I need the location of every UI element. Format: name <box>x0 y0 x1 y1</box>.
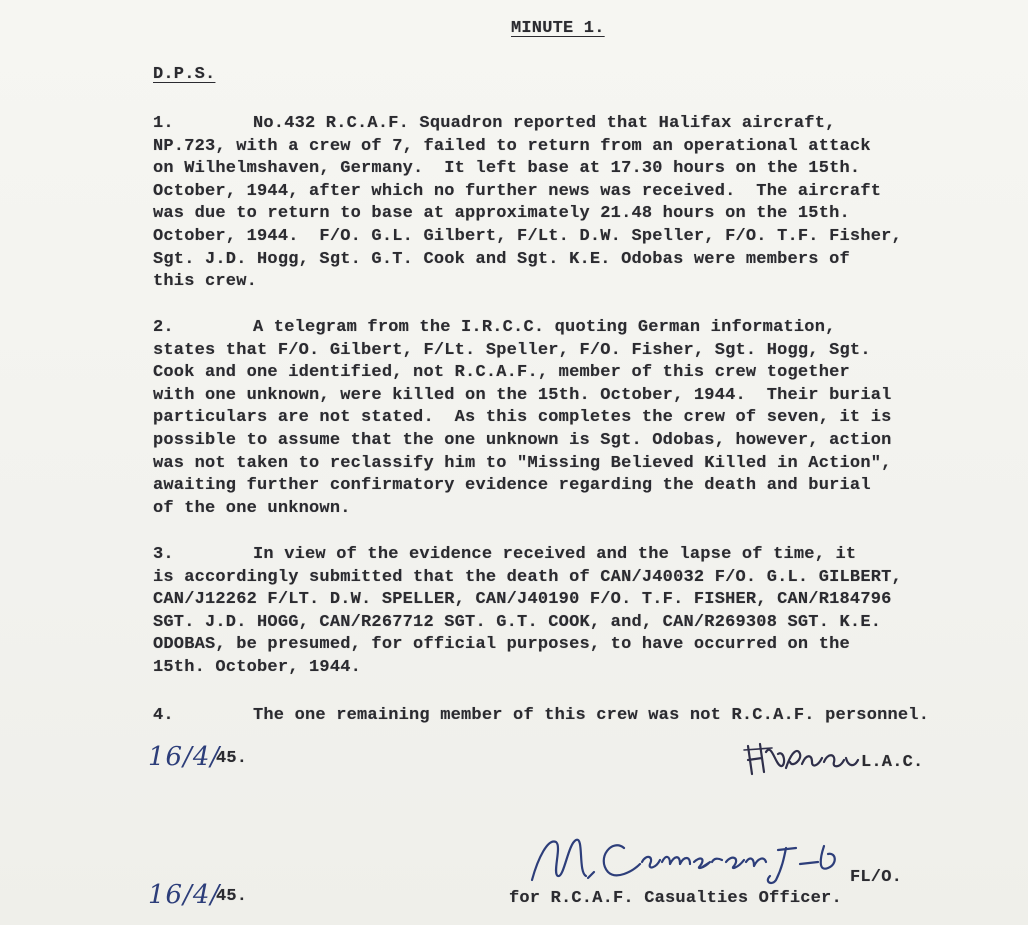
paragraph-2-line: was not taken to reclassify him to "Missing Believed Killed in Action", <box>153 453 892 473</box>
addressee: D.P.S. <box>153 65 216 84</box>
paragraph-2-line: awaiting further confirmatory evidence regarding the death and burial <box>153 476 871 496</box>
paragraph-3-line: is accordingly submitted that the death of CAN/J40032 F/O. G.L. GILBERT, <box>153 567 902 587</box>
minute-heading: MINUTE 1. <box>511 19 605 38</box>
rank-lac: L.A.C. <box>861 753 924 772</box>
paragraph-1-line: was due to return to base at approximately 21.48 hours on the 15th. <box>153 204 850 224</box>
rank-flo: FL/O. <box>850 868 903 887</box>
paragraph-1-number: 1. <box>153 114 174 133</box>
paragraph-1-line: October, 1944, after which no further news was received. The aircraft <box>153 181 882 201</box>
paragraph-3-line: 15th. October, 1944. <box>153 658 362 677</box>
paragraph-2-line: possible to assume that the one unknown is Sgt. Odobas, however, action <box>153 431 892 450</box>
paragraph-1-line: on Wilhelmshaven, Germany. It left base at 17.30 hours on the 15th. <box>153 159 861 179</box>
paragraph-3-line: In view of the evidence received and the lapse of time, it <box>253 545 857 564</box>
paragraph-3-line: CAN/J12262 F/LT. D.W. SPELLER, CAN/J40190 F/O. T.F. FISHER, CAN/R184796 <box>153 590 892 610</box>
paragraph-2-line: A telegram from the I.R.C.C. quoting German information, <box>253 318 836 337</box>
paragraph-2-line: particulars are not stated. As this completes the crew of seven, it is <box>153 408 892 428</box>
typed-year-1: 45. <box>216 749 248 768</box>
signature-lac <box>742 738 862 782</box>
handwritten-date-2: 16/4/ <box>148 880 221 910</box>
paragraph-3-line: SGT. J.D. HOGG, CAN/R267712 SGT. G.T. COOK, and, CAN/R269308 SGT. K.E. <box>153 612 882 632</box>
paragraph-2-number: 2. <box>153 318 174 337</box>
paragraph-1-line: No.432 R.C.A.F. Squadron reported that Halifax aircraft, <box>253 114 836 133</box>
typed-year-2: 45. <box>216 887 248 906</box>
paragraph-1-line: Sgt. J.D. Hogg, Sgt. G.T. Cook and Sgt. K.E. Odobas were members of <box>153 249 850 269</box>
casualties-officer-title: for R.C.A.F. Casualties Officer. <box>509 889 842 908</box>
paragraph-3-line: ODOBAS, be presumed, for official purposes, to have occurred on the <box>153 635 850 655</box>
paragraph-2-line: of the one unknown. <box>153 498 351 518</box>
paragraph-2-line: states that F/O. Gilbert, F/Lt. Speller, F/O. Fisher, Sgt. Hogg, Sgt. <box>153 340 871 360</box>
paragraph-1-line: October, 1944. F/O. G.L. Gilbert, F/Lt. D.W. Speller, F/O. T.F. Fisher, <box>153 227 902 246</box>
paragraph-3-number: 3. <box>153 545 174 564</box>
paragraph-2-line: Cook and one identified, not R.C.A.F., member of this crew together <box>153 363 850 383</box>
paragraph-2-line: with one unknown, were killed on the 15th. October, 1944. Their burial <box>153 385 892 405</box>
paragraph-1-line: NP.723, with a crew of 7, failed to return from an operational attack <box>153 136 871 156</box>
paragraph-4-line: The one remaining member of this crew was not R.C.A.F. personnel. <box>253 706 930 725</box>
paragraph-4-number: 4. <box>153 706 174 725</box>
handwritten-date-1: 16/4/ <box>148 742 221 772</box>
paragraph-1-line: this crew. <box>153 272 258 292</box>
